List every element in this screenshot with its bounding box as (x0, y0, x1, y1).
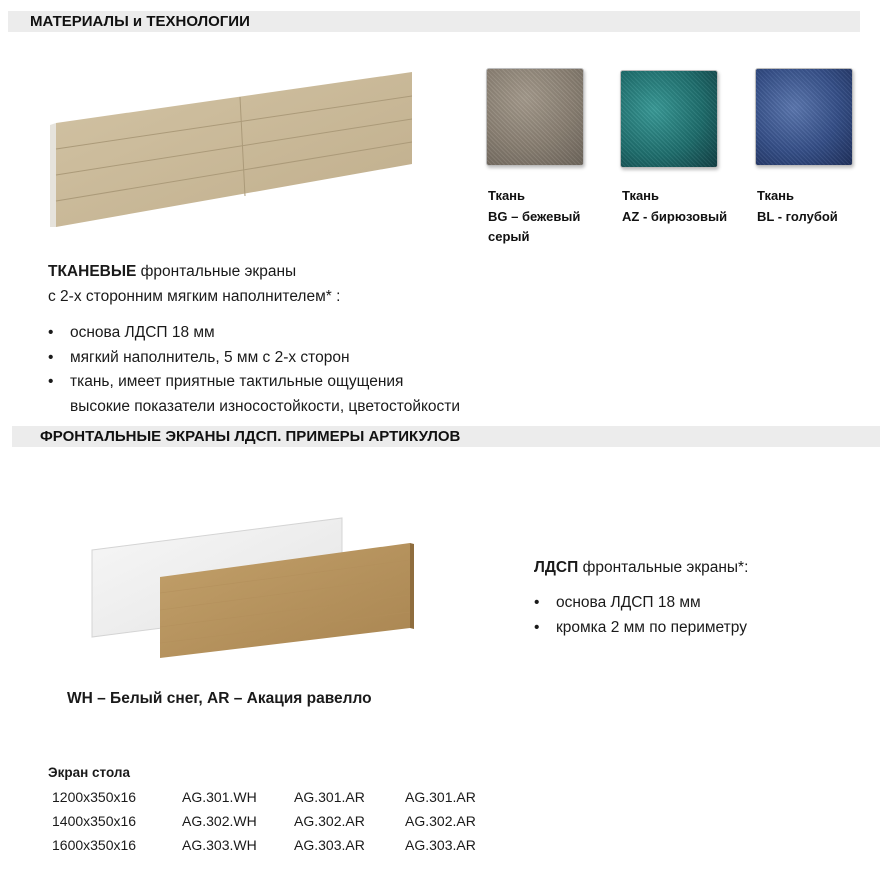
table-cell: AG.301.WH (182, 789, 257, 805)
table-cell: AG.302.WH (182, 813, 257, 829)
fabric-subtitle: с 2-х сторонним мягким наполнителем* : (48, 287, 341, 305)
ldsp-title-bold: ЛДСП (534, 559, 579, 576)
table-cell: AG.303.WH (182, 837, 257, 853)
swatch-label-az (622, 186, 752, 227)
table-row (52, 833, 505, 857)
ldsp-panels-image (90, 515, 415, 663)
fabric-title-bold: ТКАНЕВЫЕ (48, 263, 137, 280)
table-cell: AG.301.AR (405, 789, 476, 805)
swatch-label-line: Ткань (757, 188, 795, 203)
swatch-label-line: BL - голубой (757, 208, 838, 224)
list-item: • основа ЛДСП 18 мм (46, 321, 566, 346)
section-header-ldsp: ФРОНТАЛЬНЫЕ ЭКРАНЫ ЛДСП. ПРИМЕРЫ АРТИКУЛОВ (12, 426, 880, 447)
list-item-line: высокие показатели износостойкости, цветостойкости (70, 397, 461, 415)
panels-caption: WH – Белый снег, AR – Акация равелло (67, 690, 372, 707)
ldsp-title-rest: фронтальные экраны*: (578, 559, 749, 576)
list-item: • кромка 2 мм по периметру (532, 616, 852, 641)
ldsp-description (534, 556, 748, 581)
swatch-label-line: AZ - бирюзовый (622, 208, 728, 224)
swatch-label-line: Ткань (488, 188, 526, 203)
ldsp-bullet-list (532, 591, 852, 640)
fabric-panel-image (50, 72, 412, 227)
swatch-label-line: Ткань (622, 188, 660, 203)
table-row (52, 809, 505, 833)
table-cell: AG.302.AR (294, 813, 365, 829)
section-header-materials: МАТЕРИАЛЫ и ТЕХНОЛОГИИ (8, 11, 860, 32)
swatch-label-line: серый (488, 229, 530, 244)
swatch-label-bg (488, 186, 608, 248)
table-cell: 1400x350x16 (52, 813, 137, 829)
fabric-description (48, 260, 340, 309)
swatch-label-bl (757, 186, 877, 227)
list-item: • основа ЛДСП 18 мм (532, 591, 852, 616)
fabric-title (48, 260, 340, 285)
swatch-beige-grey (486, 68, 584, 166)
table-cell: AG.301.AR (294, 789, 365, 805)
articles-table-title: Экран стола (48, 765, 130, 780)
table-cell: AG.302.AR (405, 813, 476, 829)
swatch-turquoise (620, 70, 718, 168)
articles-table (52, 785, 505, 857)
table-row (52, 785, 505, 809)
fabric-bullet-list (46, 321, 566, 419)
table-cell: 1600x350x16 (52, 837, 137, 853)
table-cell: AG.303.AR (294, 837, 365, 853)
table-cell: AG.303.AR (405, 837, 476, 853)
swatch-blue (755, 68, 853, 166)
list-item (46, 370, 566, 419)
table-cell: 1200x350x16 (52, 789, 137, 805)
fabric-title-rest: фронтальные экраны (136, 263, 297, 280)
swatch-label-line: BG – бежевый (488, 208, 581, 224)
list-item-line: ткань, имеет приятные тактильные ощущения (70, 373, 404, 390)
list-item: • мягкий наполнитель, 5 мм с 2-х сторон (46, 346, 566, 371)
